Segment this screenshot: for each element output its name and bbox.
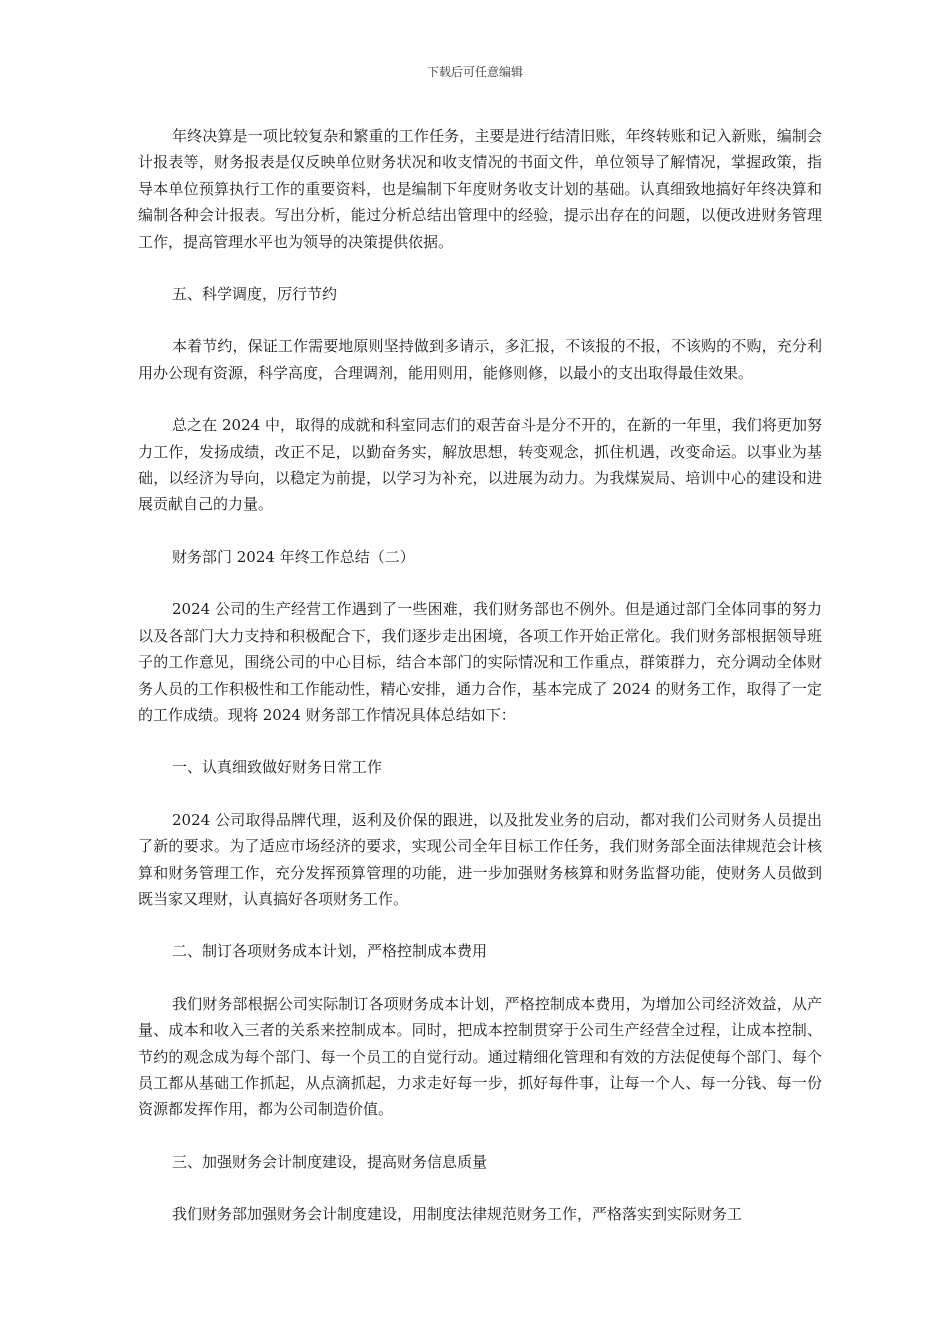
section-heading-1: 一、认真细致做好财务日常工作 — [172, 758, 383, 777]
section-heading-5: 五、科学调度，厉行节约 — [172, 285, 338, 304]
paragraph-accounting-system: 我们财务部加强财务会计制度建设，用制度法律规范财务工作，严格落实到实际财务工 — [172, 1205, 743, 1224]
paragraph-cost-control: 我们财务部根据公司实际制订各项财务成本计划，严格控制成本费用，为增加公司经济效益，从产量、成本和收入三者的关系来控制成本。同时，把成本控制贯穿于公司生产经营全过程，让成本控制、节约的观念成为每个部门、每一个员工的自觉行动。通过精细化管理和有效的方法促使每个部门、每个员工都从基础工作抓起，从点滴抓起，力求走好每一步，抓好每件事，让每一个人、每一分钱、每一份资源都发挥作用，都为公司制造价值。 — [138, 994, 822, 1119]
document-body — [138, 123, 822, 1228]
paragraph-conclusion: 总之在 2024 中，取得的成就和科室同志们的艰苦奋斗是分不开的，在新的一年里，我们将更加努力工作，发扬成绩，改正不足，以勤奋务实，解放思想，转变观念，抓住机遇，改变命运。以事业为基础，以经济为导向，以稳定为前提，以学习为补充，以进展为动力。为我煤炭局、培训中心的建设和进展贡献自己的力量。 — [138, 416, 822, 514]
paragraph-daily-work: 2024 公司取得品牌代理，返利及价保的跟进，以及批发业务的启动，都对我们公司财务人员提出了新的要求。为了适应市场经济的要求，实现公司全年目标工作任务，我们财务部全面法律规范会计核算和财务管理工作，充分发挥预算管理的功能，进一步加强财务核算和财务监督功能，使财务人员做到既当家又理财，认真搞好各项财务工作。 — [138, 810, 822, 908]
paragraph-year-end-settlement: 年终决算是一项比较复杂和繁重的工作任务，主要是进行结清旧账，年终转账和记入新账，编制会计报表等，财务报表是仅反映单位财务状况和收支情况的书面文件，单位领导了解情况，掌握政策，指导本单位预算执行工作的重要资料，也是编制下年度财务收支计划的基础。认真细致地搞好年终决算和编制各种会计报表。写出分析，能过分析总结出管理中的经验，提示出存在的问题，以便改进财务管理工作，提高管理水平也为领导的决策提供依据。 — [138, 127, 822, 251]
page-header: 下载后可任意编辑 — [426, 65, 523, 79]
document-subtitle: 财务部门 2024 年终工作总结（二） — [172, 547, 415, 566]
paragraph-saving: 本着节约，保证工作需要地原则坚持做到多请示，多汇报，不该报的不报，不该购的不购，充分利用办公现有资源，科学高度，合理调剂，能用则用，能修则修，以最小的支出取得最佳效果。 — [138, 337, 822, 382]
section-heading-3: 三、加强财务会计制度建设，提高财务信息质量 — [172, 1152, 488, 1171]
section-heading-2: 二、制订各项财务成本计划，严格控制成本费用 — [172, 942, 488, 961]
paragraph-intro-2024: 2024 公司的生产经营工作遇到了一些困难，我们财务部也不例外。但是通过部门全体同事的努力以及各部门大力支持和积极配合下，我们逐步走出困境，各项工作开始正常化。我们财务部根据领导班子的工作意见，围绕公司的中心目标，结合本部门的实际情况和工作重点，群策群力，充分调动全体财务人员的工作积极性和工作能动性，精心安排，通力合作，基本完成了 2024 的财务工作，取得了一定的工作成绩。现将 2024 财务部工作情况具体总结如下： — [138, 600, 822, 724]
